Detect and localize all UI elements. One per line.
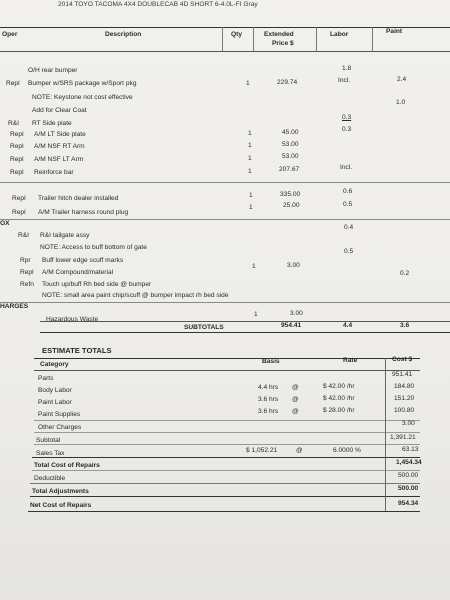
row-rule bbox=[32, 457, 420, 458]
row-rule bbox=[34, 432, 420, 433]
divider bbox=[253, 27, 254, 51]
totals-cost: 184.80 bbox=[394, 383, 415, 390]
totals-at: @ bbox=[292, 396, 299, 403]
totals-rate: $ 28.00 /hr bbox=[323, 407, 355, 414]
header-bottom-rule bbox=[0, 51, 450, 52]
item-note: NOTE: Keystone not cost effective bbox=[32, 94, 133, 101]
item-qty: 1 bbox=[248, 155, 252, 162]
subtotals-label: SUBTOTALS bbox=[184, 324, 224, 331]
totals-at: @ bbox=[296, 447, 303, 454]
vehicle-title: 2014 TOYO TACOMA 4X4 DOUBLECAB 4D SHORT 6-4.0L-FI Gray bbox=[58, 1, 258, 8]
total-adjustments-value: 500.00 bbox=[398, 485, 419, 492]
totals-cost: 1,391.21 bbox=[390, 434, 416, 441]
totals-cost: 151.20 bbox=[394, 395, 415, 402]
totals-category: Body Labor bbox=[38, 387, 72, 394]
totals-rate: $ 42.00 /hr bbox=[323, 395, 355, 402]
col-ext-price-2: Price $ bbox=[272, 40, 294, 47]
item-desc: A/M LT Side plate bbox=[34, 131, 86, 138]
item-oper: Refn bbox=[20, 281, 34, 288]
item-desc: A/M NSF RT Arm bbox=[34, 143, 85, 150]
group-rule bbox=[0, 182, 450, 183]
item-oper: Repl bbox=[6, 80, 20, 87]
row-rule bbox=[32, 470, 420, 471]
item-desc: RT Side plate bbox=[32, 120, 72, 127]
totals-category: Subtotal bbox=[36, 437, 61, 444]
item-oper: Repl bbox=[10, 143, 24, 150]
subtotals-labor: 4.4 bbox=[343, 322, 353, 329]
total-cost-value: 1,454.34 bbox=[396, 459, 422, 466]
item-qty: 1 bbox=[248, 142, 252, 149]
group-rule bbox=[0, 219, 450, 220]
item-labor: Incl. bbox=[338, 77, 351, 84]
row-rule bbox=[34, 444, 420, 445]
item-oper: Repl bbox=[12, 209, 26, 216]
item-desc: Buff lower edge scuff marks bbox=[42, 257, 124, 264]
item-labor: 0.4 bbox=[344, 224, 354, 231]
totals-rate: $ 42.00 /hr bbox=[323, 383, 355, 390]
totals-basis: 3.6 hrs bbox=[258, 396, 279, 403]
item-labor: 0.5 bbox=[344, 248, 354, 255]
totals-header-rule bbox=[34, 370, 420, 371]
totals-top-rule bbox=[34, 358, 420, 359]
item-price: 207.67 bbox=[279, 166, 300, 173]
item-desc: A/M NSF LT Arm bbox=[34, 156, 84, 163]
subtotal-bottom-rule bbox=[40, 332, 450, 333]
item-desc: Trailer hitch dealer installed bbox=[38, 195, 119, 202]
item-oper: Repl bbox=[10, 156, 24, 163]
totals-basis: $ 1,052.21 bbox=[246, 447, 278, 454]
item-qty: 1 bbox=[254, 311, 258, 318]
col-oper: Oper bbox=[2, 31, 18, 38]
item-price: 53.00 bbox=[282, 141, 299, 148]
totals-at: @ bbox=[292, 408, 299, 415]
totals-bottom-rule bbox=[28, 511, 420, 512]
col-rate: Rate bbox=[343, 357, 358, 364]
col-labor: Labor bbox=[330, 31, 349, 38]
divider bbox=[372, 27, 373, 51]
totals-cost: 3.00 bbox=[402, 420, 415, 427]
totals-basis: 3.6 hrs bbox=[258, 408, 279, 415]
item-price: 3.00 bbox=[290, 310, 303, 317]
item-desc: Touch up/buff Rh bed side @ bumper bbox=[42, 281, 152, 288]
col-category: Category bbox=[40, 361, 69, 368]
item-oper: R&I bbox=[18, 232, 29, 239]
totals-category: Paint Supplies bbox=[38, 411, 81, 418]
item-oper: R&I bbox=[8, 120, 19, 127]
col-qty: Qty bbox=[231, 31, 242, 38]
col-description: Description bbox=[105, 31, 142, 38]
item-desc: Add for Clear Coat bbox=[32, 107, 87, 114]
item-price: 53.00 bbox=[282, 153, 299, 160]
divider bbox=[222, 27, 223, 51]
item-qty: 1 bbox=[248, 130, 252, 137]
net-cost-label: Net Cost of Repairs bbox=[30, 502, 92, 509]
subtotals-price: 954.41 bbox=[281, 322, 302, 329]
totals-rate: 6.0000 % bbox=[333, 447, 361, 454]
totals-category: Paint Labor bbox=[38, 399, 72, 406]
net-cost-value: 954.34 bbox=[398, 500, 419, 507]
item-qty: 1 bbox=[248, 168, 252, 175]
subtotal-rule bbox=[40, 321, 450, 322]
totals-basis: 4.4 hrs bbox=[258, 384, 279, 391]
col-basis: Basis bbox=[262, 358, 280, 365]
item-paint: 1.0 bbox=[396, 99, 406, 106]
item-oper: Repl bbox=[20, 269, 34, 276]
col-paint: Paint bbox=[386, 28, 403, 35]
item-desc: A/M Trailer harness round plug bbox=[38, 209, 129, 216]
row-rule bbox=[34, 420, 420, 421]
item-price: 229.74 bbox=[277, 79, 298, 86]
row-rule bbox=[30, 483, 420, 484]
item-labor: 1.8 bbox=[342, 65, 352, 72]
item-price: 45.00 bbox=[282, 129, 299, 136]
subtotals-paint: 3.6 bbox=[400, 322, 410, 329]
totals-cost: 63.13 bbox=[402, 446, 419, 453]
item-qty: 1 bbox=[246, 80, 250, 87]
totals-category: Parts bbox=[38, 375, 54, 382]
cost-column-divider bbox=[385, 358, 386, 511]
total-cost-label: Total Cost of Repairs bbox=[34, 462, 100, 469]
row-rule bbox=[30, 496, 420, 497]
group-rule bbox=[0, 302, 450, 303]
col-cost: Cost $ bbox=[392, 356, 413, 363]
totals-cost: 100.80 bbox=[394, 407, 415, 414]
section-label-charges: HARGES bbox=[0, 303, 29, 310]
totals-cost: 951.41 bbox=[392, 371, 413, 378]
item-qty: 1 bbox=[249, 204, 253, 211]
totals-category: Other Charges bbox=[38, 424, 82, 431]
total-adjustments-label: Total Adjustments bbox=[32, 488, 89, 495]
item-price: 3.00 bbox=[287, 262, 300, 269]
item-qty: 1 bbox=[252, 263, 256, 270]
deductible-label: Deductible bbox=[34, 475, 66, 482]
item-oper: Repl bbox=[10, 169, 24, 176]
item-desc: O/H rear bumper bbox=[28, 67, 78, 74]
item-desc: R&I tailgate assy bbox=[40, 232, 90, 239]
item-paint: 0.2 bbox=[400, 270, 410, 277]
item-labor: 0.5 bbox=[343, 201, 353, 208]
item-labor: Incl. bbox=[340, 164, 353, 171]
header-top-rule bbox=[0, 27, 450, 28]
item-note: NOTE: small area paint chip/scuff @ bumper impact rh bed side bbox=[42, 292, 229, 299]
item-price: 25.00 bbox=[283, 202, 300, 209]
item-qty: 1 bbox=[249, 192, 253, 199]
totals-category: Sales Tax bbox=[36, 450, 65, 457]
section-label-ox: OX bbox=[0, 220, 10, 227]
item-oper: Rpr bbox=[20, 257, 31, 264]
col-ext-price: Extended bbox=[264, 31, 294, 38]
item-price: 335.00 bbox=[280, 191, 301, 198]
estimate-totals-title: ESTIMATE TOTALS bbox=[42, 346, 112, 355]
item-oper: Repl bbox=[12, 195, 26, 202]
item-labor: 0.3 bbox=[342, 114, 352, 121]
item-desc: Reinforce bar bbox=[34, 169, 74, 176]
item-desc: A/M Compound/material bbox=[42, 269, 114, 276]
item-note: NOTE: Access to buff bottom of gate bbox=[40, 244, 147, 251]
item-oper: Repl bbox=[10, 131, 24, 138]
item-labor: 0.6 bbox=[343, 188, 353, 195]
item-desc: Bumper w/SRS package w/Sport pkg bbox=[28, 80, 137, 87]
divider bbox=[316, 27, 317, 51]
item-paint: 2.4 bbox=[397, 76, 407, 83]
deductible-value: 500.00 bbox=[398, 472, 419, 479]
totals-at: @ bbox=[292, 384, 299, 391]
item-desc: Hazardous Waste bbox=[46, 316, 99, 323]
item-labor: 0.3 bbox=[342, 126, 352, 133]
